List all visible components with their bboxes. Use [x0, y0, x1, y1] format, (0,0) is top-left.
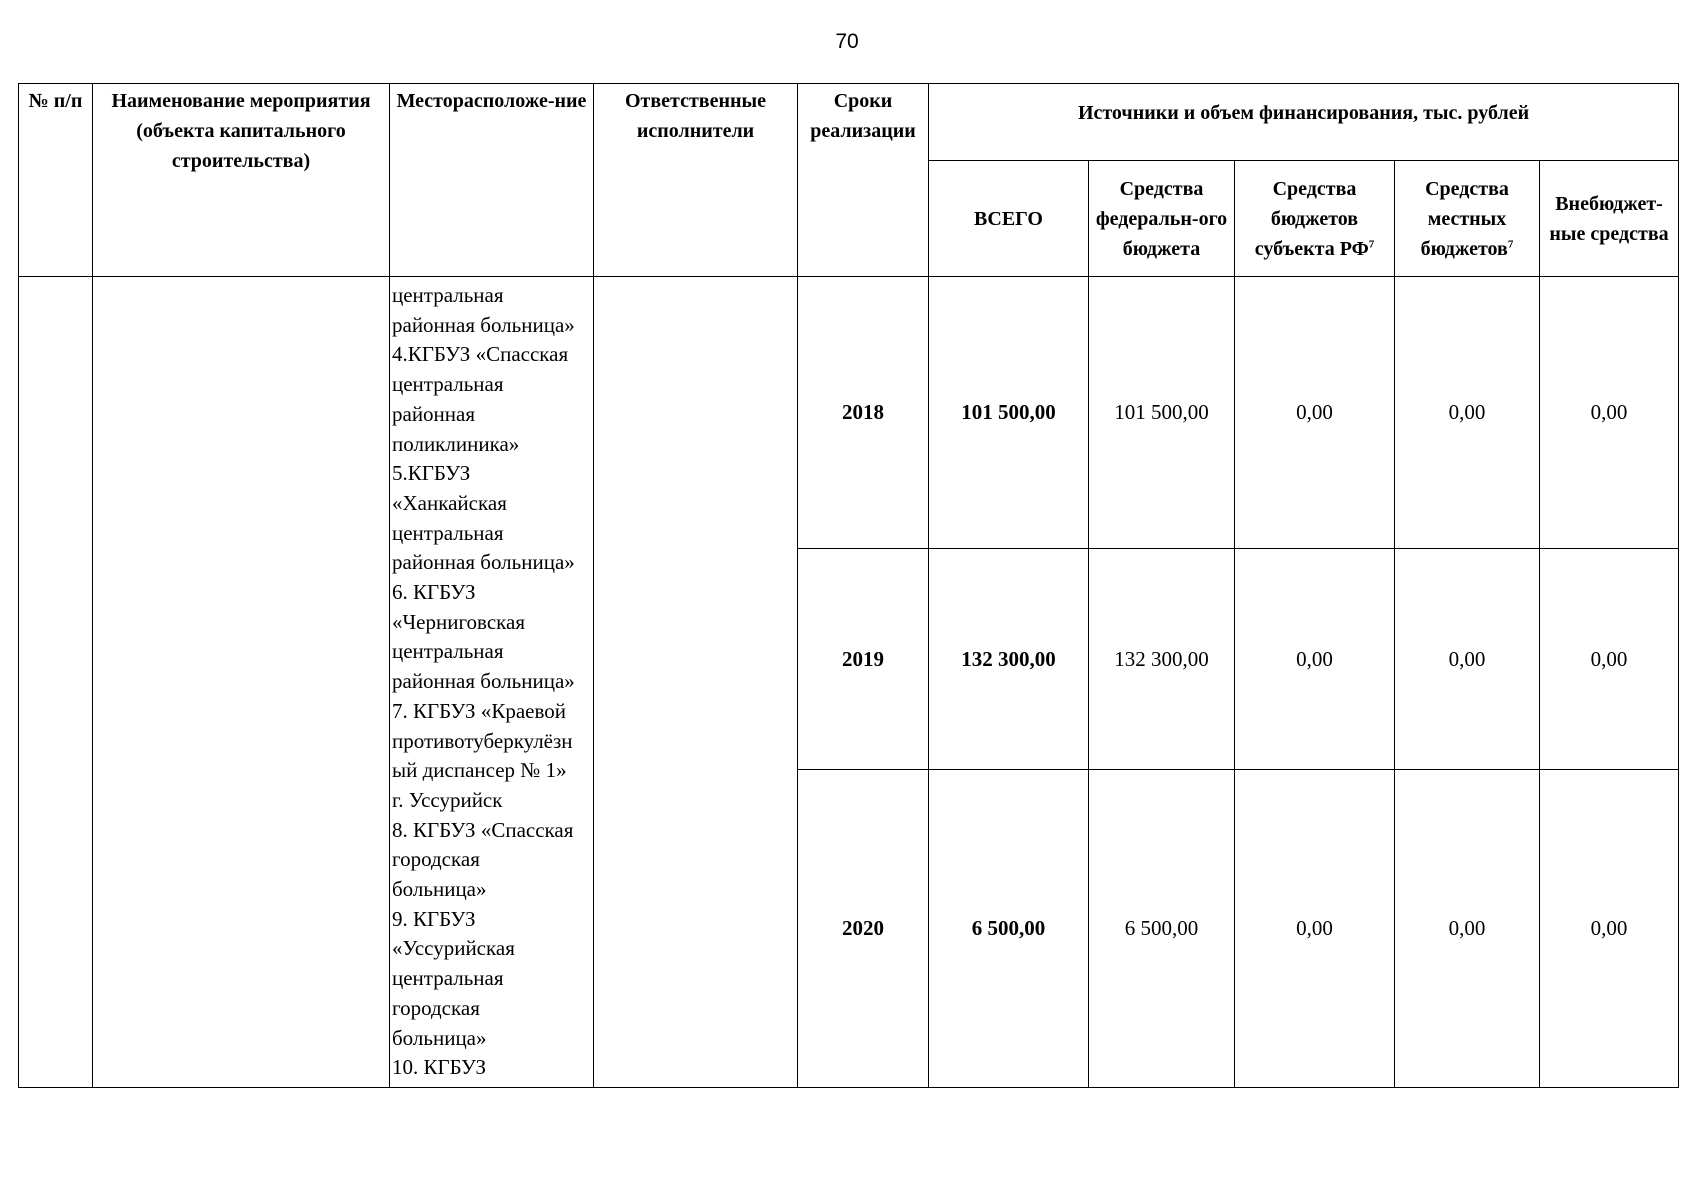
location-line: центральная — [392, 283, 504, 307]
location-line: районная больница» — [392, 550, 575, 575]
federal-cell: 6 500,00 — [1089, 770, 1235, 1088]
local-cell: 0,00 — [1395, 277, 1540, 549]
local-cell: 0,00 — [1395, 549, 1540, 770]
location-line: «Ханкайская — [392, 490, 507, 515]
extra-cell: 0,00 — [1540, 770, 1679, 1088]
location-line: районная — [392, 401, 476, 426]
location-line: 4.КГБУЗ «Спасская — [392, 342, 569, 367]
location-line: противотуберкулёзн — [392, 728, 573, 753]
header-total: ВСЕГО — [929, 161, 1089, 277]
year-cell: 2020 — [798, 770, 929, 1088]
location-line: «Черниговская — [392, 609, 526, 634]
header-num: № п/п — [19, 84, 93, 277]
name-cell — [93, 277, 390, 1088]
location-line: районная больница» — [392, 669, 575, 694]
location-line: г. Уссурийск — [392, 787, 503, 812]
header-extra: Внебюджет-ные средства — [1540, 161, 1679, 277]
location-line: городская — [392, 847, 480, 872]
location-line: 6. КГБУЗ — [392, 580, 476, 605]
header-local: Средства местных бюджетов$^7$ — [1395, 161, 1540, 277]
location-line: 5.КГБУЗ — [392, 461, 471, 486]
extra-cell: 0,00 — [1540, 277, 1679, 549]
location-line: больница» — [392, 877, 487, 902]
num-cell — [19, 277, 93, 1088]
location-line: поликлиника» — [392, 431, 520, 456]
location-line: 7. КГБУЗ «Краевой — [392, 698, 566, 723]
location-line: 8. КГБУЗ «Спасская — [392, 817, 574, 842]
subject-cell: 0,00 — [1235, 277, 1395, 549]
subject-cell: 0,00 — [1235, 549, 1395, 770]
year-cell: 2019 — [798, 549, 929, 770]
location-cell — [390, 277, 594, 1088]
header-name: Наименование мероприятия (объекта капитального строительства) — [93, 84, 390, 277]
table-row — [19, 277, 1679, 549]
location-line: 10. КГБУЗ — [392, 1055, 487, 1080]
location-line: центральная — [392, 520, 504, 545]
location-line: ый диспансер № 1» — [392, 758, 567, 783]
location-line: центральная — [392, 372, 504, 397]
executors-cell — [594, 277, 798, 1088]
location-line: «Уссурийская — [392, 936, 515, 961]
location-line: центральная — [392, 966, 504, 991]
header-sources: Источники и объем финансирования, тыс. рублей — [929, 84, 1679, 161]
header-terms: Сроки реализации — [798, 84, 929, 277]
location-line: 9. КГБУЗ — [392, 906, 476, 931]
page-number: 70 — [835, 30, 859, 53]
header-subject: Средства бюджетов субъекта $РФ^7$ — [1235, 161, 1395, 277]
local-cell: 0,00 — [1395, 770, 1540, 1088]
financing-table — [18, 83, 1679, 1088]
header-federal: Средства федеральн-ого бюджета — [1089, 161, 1235, 277]
federal-cell: 101 500,00 — [1089, 277, 1235, 549]
federal-cell: 132 300,00 — [1089, 549, 1235, 770]
header-executors: Ответственные исполнители — [594, 84, 798, 277]
location-line: центральная — [392, 639, 504, 664]
location-line: городская — [392, 995, 480, 1020]
total-cell: 6 500,00 — [929, 770, 1089, 1088]
header-location: Месторасположе-ние — [390, 84, 594, 277]
total-cell: 132 300,00 — [929, 549, 1089, 770]
location-line: районная больница» — [392, 312, 575, 337]
subject-cell: 0,00 — [1235, 770, 1395, 1088]
extra-cell: 0,00 — [1540, 549, 1679, 770]
location-line: больница» — [392, 1025, 487, 1050]
total-cell: 101 500,00 — [929, 277, 1089, 549]
year-cell: 2018 — [798, 277, 929, 549]
